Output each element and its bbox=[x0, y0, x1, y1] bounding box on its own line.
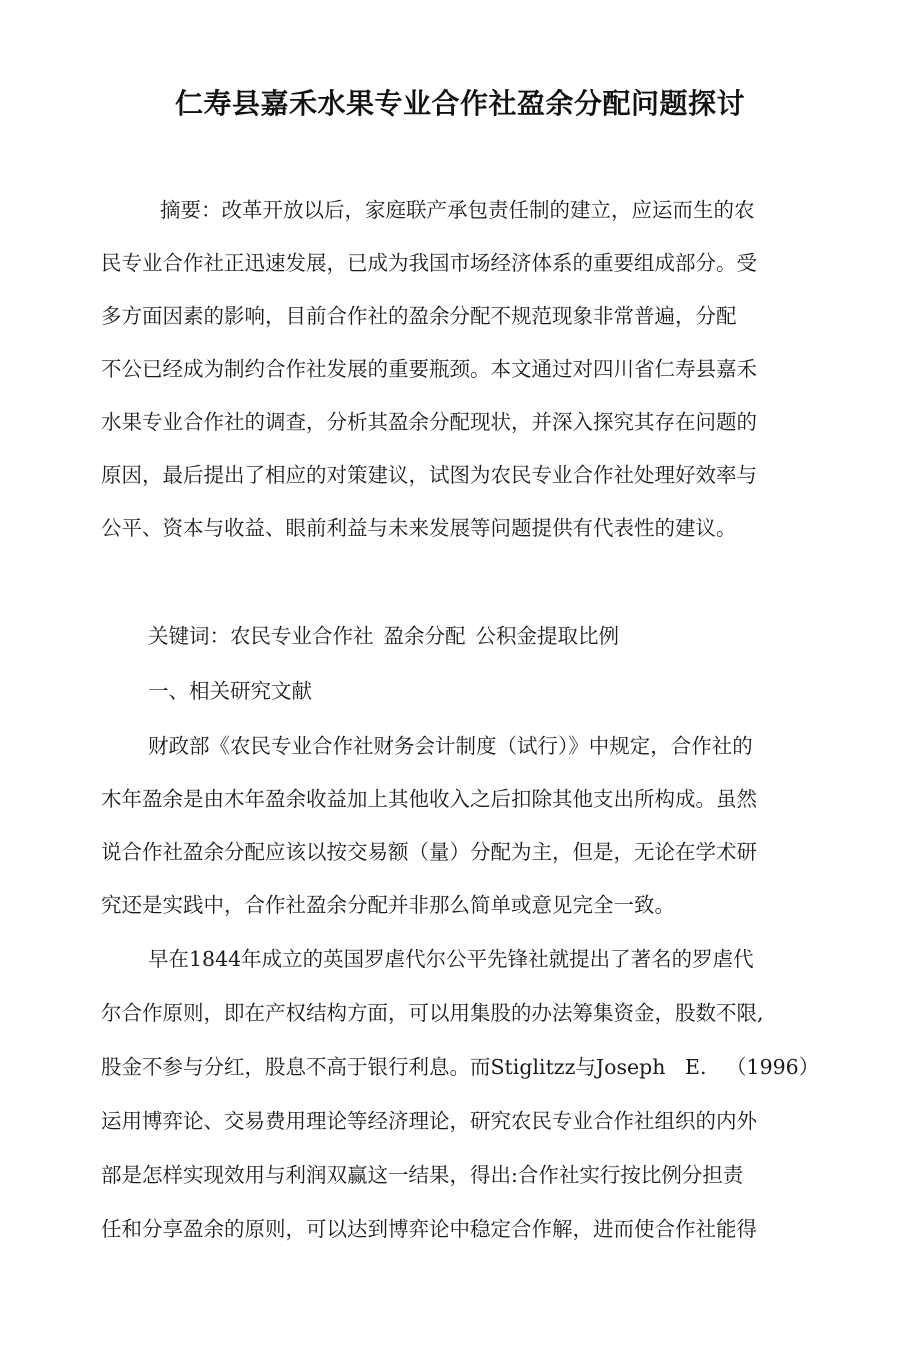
paragraph-line: 说合作社盈余分配应该以按交易额（量）分配为主，但是，无论在学术研 bbox=[101, 840, 757, 864]
abstract-line: 民专业合作社正迅速发展，已成为我国市场经济体系的重要组成部分。受 bbox=[101, 251, 757, 275]
paragraph-line: 早在1844年成立的英国罗虐代尔公平先锋社就提出了著名的罗虐代 bbox=[148, 947, 754, 971]
keyword: 盈余分配 bbox=[383, 624, 466, 648]
section-heading: 一、相关研究文献 bbox=[148, 679, 312, 703]
paragraph-line: 任和分享盈余的原则，可以达到博弈论中稳定合作解，进而使合作社能得 bbox=[101, 1217, 757, 1241]
paragraph-line: 运用博弈论、交易费用理论等经济理论，研究农民专业合作社组织的内外 bbox=[101, 1109, 757, 1133]
paragraph-line: 部是怎样实现效用与利润双赢这一结果，得出:合作社实行按比例分担责 bbox=[101, 1163, 744, 1187]
keywords-label: 关键词： bbox=[148, 624, 230, 648]
keywords-line bbox=[148, 622, 619, 650]
keyword: 农民专业合作社 bbox=[230, 624, 374, 648]
keyword: 公积金提取比例 bbox=[475, 624, 619, 648]
abstract-line: 摘要：改革开放以后，家庭联产承包责任制的建立，应运而生的农 bbox=[160, 198, 755, 222]
abstract-line: 水果专业合作社的调查，分析其盈余分配现状，并深入探究其存在问题的 bbox=[101, 410, 757, 434]
abstract-line: 原因，最后提出了相应的对策建议，试图为农民专业合作社处理好效率与 bbox=[101, 463, 757, 487]
paragraph-line: 木年盈余是由木年盈余收益加上其他收入之后扣除其他支出所构成。虽然 bbox=[101, 787, 757, 811]
paragraph-line: 股金不参与分红，股息不高于银行利息。而Stiglitzz与Joseph E. （1996） bbox=[101, 1055, 820, 1079]
abstract-line: 公平、资本与收益、眼前利益与未来发展等问题提供有代表性的建议。 bbox=[101, 516, 737, 540]
document-title: 仁寿县嘉禾水果专业合作社盈余分配问题探讨 bbox=[174, 87, 745, 120]
abstract-line: 不公已经成为制约合作社发展的重要瓶颈。本文通过对四川省仁寿县嘉禾 bbox=[101, 357, 757, 381]
paragraph-line: 究还是实践中，合作社盈余分配并非那么简单或意见完全一致。 bbox=[101, 893, 675, 917]
paragraph-line: 财政部《农民专业合作社财务会计制度（试行）》中规定，合作社的 bbox=[148, 734, 753, 758]
abstract-line: 多方面因素的影响，目前合作社的盈余分配不规范现象非常普遍，分配 bbox=[101, 304, 737, 328]
paragraph-line: 尔合作原则，即在产权结构方面，可以用集股的办法筹集资金，股数不限, bbox=[101, 1001, 764, 1025]
